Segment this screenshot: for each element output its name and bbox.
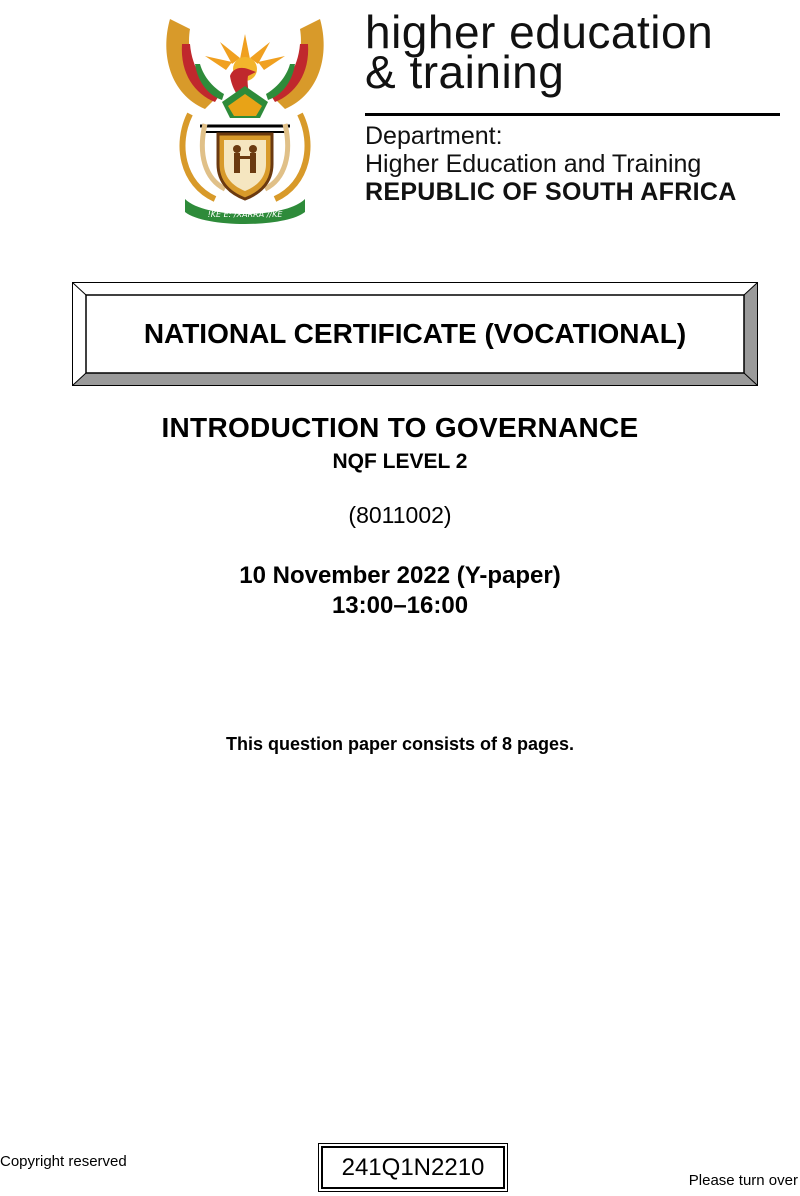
department-brand-title <box>365 6 714 98</box>
department-label: Department: <box>365 122 503 150</box>
paper-code-box: 241Q1N2210 <box>321 1146 505 1189</box>
page-count-note: This question paper consists of 8 pages. <box>225 734 575 754</box>
subject-code: (8011002) <box>348 502 452 528</box>
copyright-notice: Copyright reserved <box>0 1153 127 1170</box>
brand-divider <box>365 113 780 116</box>
brand-line-1: higher education <box>365 6 714 58</box>
brand-line-2: & training <box>365 46 565 98</box>
department-name: Higher Education and Training <box>365 150 702 178</box>
south-africa-coat-of-arms-icon <box>160 14 330 224</box>
turn-over-note: Please turn over <box>688 1172 798 1189</box>
exam-time: 13:00–16:00 <box>331 592 469 619</box>
certificate-title: NATIONAL CERTIFICATE (VOCATIONAL) <box>143 318 687 349</box>
coat-of-arms-logo <box>160 14 330 224</box>
subject-title: INTRODUCTION TO GOVERNANCE <box>161 412 639 443</box>
coat-of-arms-motto: !KE E: /XARRA //KE <box>207 210 283 219</box>
country-name: REPUBLIC OF SOUTH AFRICA <box>365 178 737 206</box>
nqf-level: NQF LEVEL 2 <box>332 450 468 473</box>
exam-date: 10 November 2022 (Y-paper) <box>239 562 561 589</box>
